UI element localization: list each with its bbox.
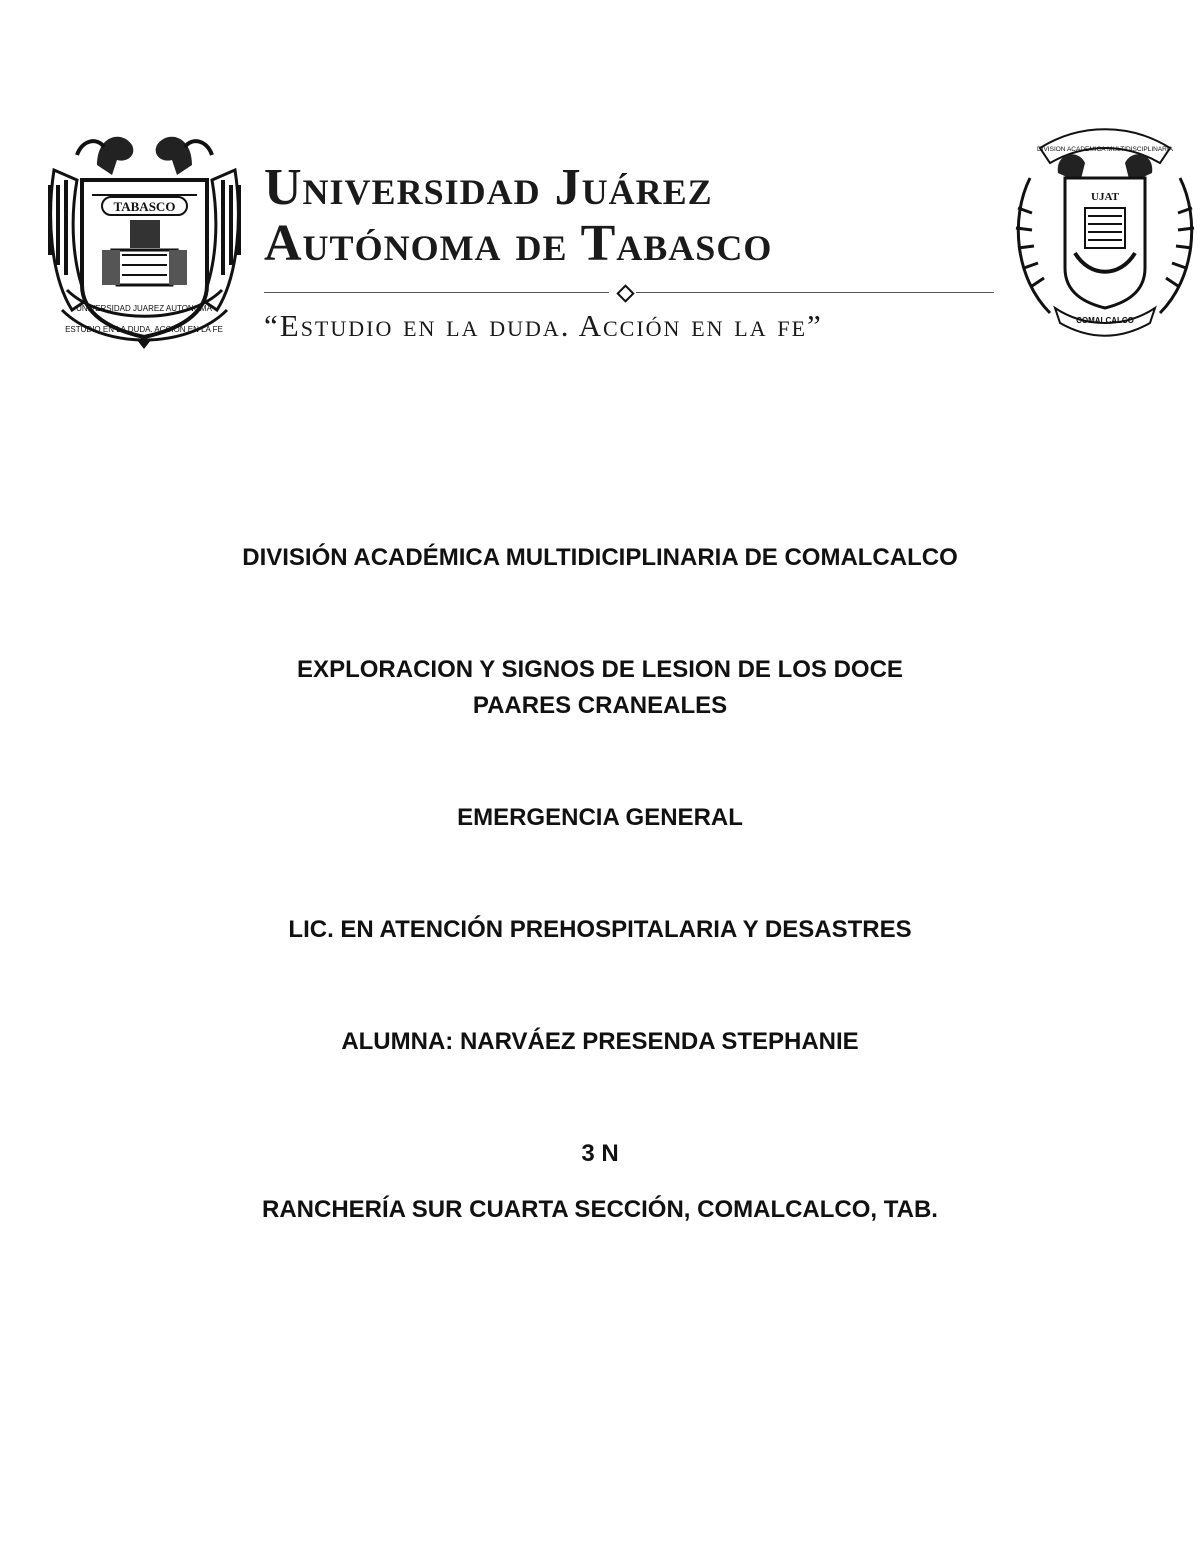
svg-text:UJAT: UJAT [1091,191,1119,203]
header-divider [264,284,996,302]
svg-text:UNIVERSIDAD JUAREZ AUTONOMA: UNIVERSIDAD JUAREZ AUTONOMA [76,304,212,313]
document-title: EXPLORACION Y SIGNOS DE LESION DE LOS DOCE PAARES CRANEALES [297,656,903,719]
degree-program: LIC. EN ATENCIÓN PREHOSPITALARIA Y DESASTRES [288,916,912,943]
svg-text:TABASCO: TABASCO [113,199,176,214]
group-label: 3 N [581,1140,619,1167]
svg-text:ESTUDIO EN LA DUDA. ACCION EN: ESTUDIO EN LA DUDA. ACCION EN LA FE [65,325,223,334]
svg-text:DIVISION ACADEMICA MULTIDISCIP: DIVISION ACADEMICA MULTIDISCIPLINARIA [1036,146,1174,153]
university-name-line2: Autónoma de Tabasco [264,215,773,272]
subject-name: EMERGENCIA GENERAL [457,804,743,831]
ujat-coat-of-arms-icon [42,125,247,350]
university-title-block [264,160,996,344]
university-name-line1: Universidad Juárez [264,159,713,216]
division-seal-icon [1010,118,1200,340]
university-motto: “Estudio en la duda. Acción en la fe” [264,308,823,343]
document-header [0,0,1200,380]
student-name: ALUMNA: NARVÁEZ PRESENDA STEPHANIE [341,1028,859,1055]
location: RANCHERÍA SUR CUARTA SECCIÓN, COMALCALCO, TAB. [262,1196,938,1223]
division-name: DIVISIÓN ACADÉMICA MULTIDICIPLINARIA DE COMALCALCO [242,544,958,571]
svg-text:COMALCALCO: COMALCALCO [1076,316,1134,325]
diamond-ornament-icon [616,284,634,302]
